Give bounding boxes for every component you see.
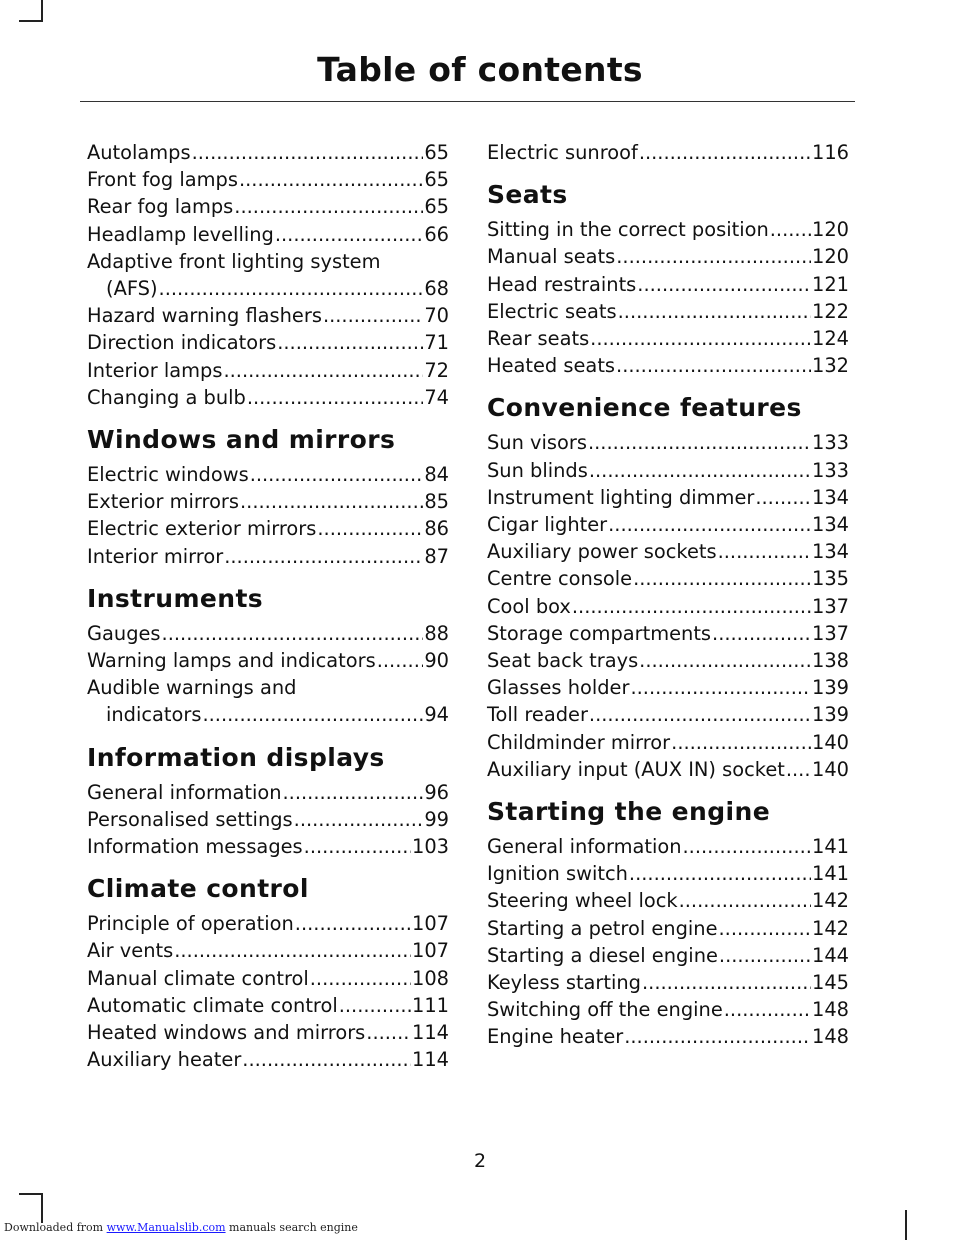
toc-entry[interactable] (87, 910, 449, 937)
toc-entry-title: Hazard warning flashers (87, 304, 322, 328)
toc-entry-title: Centre console (487, 567, 633, 591)
toc-entry-title: Automatic climate control (87, 993, 338, 1017)
dot-leader (629, 860, 811, 887)
toc-entry[interactable] (487, 860, 849, 887)
dot-leader (786, 756, 811, 783)
toc-entry-title: Information messages (87, 835, 303, 859)
toc-entry-title: Auxiliary input (AUX IN) socket (487, 757, 785, 781)
dot-leader (242, 1046, 411, 1073)
dot-leader (671, 729, 811, 756)
crop-mark-bottom-left-vertical (41, 1193, 43, 1223)
dot-leader (755, 484, 811, 511)
toc-entry[interactable] (487, 1023, 849, 1050)
toc-entry-page: 88 (424, 621, 449, 645)
crop-mark-top-left-vertical (41, 0, 43, 20)
toc-entry[interactable] (487, 887, 849, 914)
dot-leader (310, 965, 411, 992)
toc-entry[interactable] (487, 243, 849, 270)
dot-leader (616, 243, 811, 270)
toc-entry[interactable] (87, 965, 449, 992)
toc-entry-page: 132 (811, 354, 849, 378)
toc-entry[interactable] (487, 484, 849, 511)
download-footer (4, 1221, 358, 1234)
toc-entry[interactable] (487, 996, 849, 1023)
toc-entry-page: 124 (811, 327, 849, 351)
toc-entry[interactable] (487, 593, 849, 620)
dot-leader (608, 511, 811, 538)
toc-entry-page: 141 (811, 835, 849, 859)
toc-entry-page: 103 (411, 835, 449, 859)
toc-entry-title: Gauges (87, 621, 161, 645)
toc-entry-title: Direction indicators (87, 331, 277, 355)
dot-leader (679, 887, 811, 914)
toc-entry-page: 134 (811, 485, 849, 509)
toc-entry-title: Sitting in the correct position (487, 218, 769, 242)
right-column (487, 139, 849, 1051)
toc-entry[interactable] (87, 515, 449, 542)
toc-entry[interactable] (487, 969, 849, 996)
toc-entry-page: 122 (811, 299, 849, 323)
toc-entry-title: Rear seats (487, 327, 590, 351)
title-divider (80, 101, 855, 102)
dot-leader (639, 139, 811, 166)
toc-entry-title: Steering wheel lock (487, 889, 678, 913)
toc-entry-page: 121 (811, 272, 849, 296)
toc-entry[interactable] (87, 620, 449, 647)
toc-entry-page: 74 (424, 385, 449, 409)
dot-leader (277, 329, 423, 356)
toc-entry[interactable] (87, 806, 449, 833)
toc-entry-page: 148 (811, 1025, 849, 1049)
toc-entry[interactable] (87, 166, 449, 193)
section-heading: Windows and mirrors (87, 425, 396, 455)
toc-entry[interactable] (487, 915, 849, 942)
dot-leader (630, 674, 811, 701)
toc-entry-title: Seat back trays (487, 649, 639, 673)
toc-entry-title: Manual seats (487, 245, 616, 269)
toc-entry-page: 135 (811, 567, 849, 591)
toc-entry[interactable] (87, 488, 449, 515)
toc-entry[interactable] (487, 325, 849, 352)
toc-entry-page: 139 (811, 703, 849, 727)
dot-leader (162, 620, 424, 647)
toc-entry[interactable] (487, 674, 849, 701)
toc-entry-title: Keyless starting (487, 971, 641, 995)
toc-entry[interactable] (487, 139, 849, 166)
dot-leader (339, 992, 411, 1019)
toc-entry-page: 142 (811, 889, 849, 913)
dot-leader (719, 942, 811, 969)
toc-entry[interactable] (487, 511, 849, 538)
dot-leader (618, 298, 811, 325)
toc-entry-title: Electric seats (487, 299, 617, 323)
toc-entry[interactable] (87, 833, 449, 860)
toc-entry-page: 65 (424, 168, 449, 192)
toc-entry-title: Starting a diesel engine (487, 943, 718, 967)
toc-entry-page: 86 (424, 517, 449, 541)
dot-leader (770, 216, 811, 243)
toc-entry-page: 133 (811, 431, 849, 455)
dot-leader (572, 593, 811, 620)
dot-leader (724, 996, 811, 1023)
footer-prefix: Downloaded from (4, 1221, 104, 1234)
toc-entry[interactable] (487, 298, 849, 325)
toc-entry-title: Audible warnings and (87, 676, 297, 700)
toc-entry-title: Principle of operation (87, 912, 294, 936)
dot-leader (323, 302, 423, 329)
toc-entry-title: Personalised settings (87, 807, 293, 831)
toc-entry[interactable] (87, 357, 449, 384)
toc-entry[interactable] (487, 833, 849, 860)
dot-leader (192, 139, 424, 166)
dot-leader (240, 488, 423, 515)
toc-entry-title: Electric windows (87, 463, 249, 487)
footer-suffix: manuals search engine (225, 1221, 358, 1234)
toc-entry[interactable] (87, 779, 449, 806)
toc-entry-page: 107 (411, 912, 449, 936)
toc-entry[interactable] (87, 302, 449, 329)
toc-entry-page: 111 (411, 993, 449, 1017)
toc-entry-title: Toll reader (487, 703, 588, 727)
dot-leader (639, 647, 811, 674)
toc-entry-title: Auxiliary power sockets (487, 540, 717, 564)
dot-leader (624, 1023, 811, 1050)
toc-entry-title: Changing a bulb (87, 385, 246, 409)
left-column (87, 139, 449, 1073)
toc-entry[interactable] (487, 647, 849, 674)
dot-leader (159, 275, 424, 302)
toc-entry[interactable] (87, 647, 449, 674)
toc-entry-page: 72 (424, 358, 449, 382)
page-title: Table of contents (317, 50, 643, 89)
crop-mark-bottom-left-horizontal (19, 1193, 43, 1195)
toc-entry-page: 138 (811, 649, 849, 673)
toc-entry-title: Cool box (487, 594, 571, 618)
toc-entry-page: 140 (811, 757, 849, 781)
dot-leader (366, 1019, 411, 1046)
toc-entry-title: Interior mirror (87, 544, 224, 568)
toc-entry[interactable] (87, 329, 449, 356)
toc-entry-page: 144 (811, 943, 849, 967)
toc-entry-page: 120 (811, 218, 849, 242)
dot-leader (223, 357, 423, 384)
toc-entry-page: 116 (811, 141, 849, 164)
toc-entry-page: 141 (811, 862, 849, 886)
crop-mark-bottom-right-vertical (905, 1210, 907, 1240)
toc-entry-title: Electric exterior mirrors (87, 517, 317, 541)
toc-entry[interactable] (487, 538, 849, 565)
toc-entry[interactable] (87, 221, 449, 248)
toc-entry-page: 139 (811, 676, 849, 700)
section-heading: Convenience features (487, 393, 802, 423)
section-heading: Starting the engine (487, 797, 771, 827)
toc-entry-title: Head restraints (487, 272, 637, 296)
dot-leader (642, 969, 811, 996)
toc-entry-title: Auxiliary heater (87, 1048, 242, 1072)
toc-entry[interactable] (87, 937, 449, 964)
toc-entry-title: Childminder mirror (487, 730, 671, 754)
section-heading: Instruments (87, 583, 264, 613)
toc-entry-page: 137 (811, 594, 849, 618)
toc-entry-title: Heated windows and mirrors (87, 1021, 366, 1045)
toc-entry-page: 68 (424, 277, 449, 301)
toc-entry[interactable] (87, 461, 449, 488)
toc-entry-title: Sun blinds (487, 458, 588, 482)
toc-entry-page: 71 (424, 331, 449, 355)
toc-entry-title: Autolamps (87, 141, 191, 164)
toc-entry[interactable] (487, 942, 849, 969)
dot-leader (719, 915, 811, 942)
toc-entry-page: 99 (424, 807, 449, 831)
toc-entry-title: Heated seats (487, 354, 616, 378)
toc-entry[interactable] (487, 352, 849, 379)
toc-entry-page: 108 (411, 966, 449, 990)
toc-entry-title: Electric sunroof (487, 141, 638, 164)
toc-entry-page: 107 (411, 939, 449, 963)
toc-entry-page: 120 (811, 245, 849, 269)
toc-entry-title-continued: (AFS) (106, 277, 158, 301)
toc-entry[interactable] (487, 701, 849, 728)
dot-leader (304, 833, 411, 860)
dot-leader (718, 538, 811, 565)
dot-leader (616, 352, 811, 379)
toc-entry-title: Engine heater (487, 1025, 624, 1049)
toc-entry-page: 114 (411, 1048, 449, 1072)
dot-leader (234, 193, 423, 220)
dot-leader (633, 565, 811, 592)
toc-entry-page: 84 (424, 463, 449, 487)
toc-entry-title: Sun visors (487, 431, 587, 455)
toc-entry-title: Headlamp levelling (87, 222, 274, 246)
manualslib-link[interactable]: www.Manualslib.com (106, 1221, 226, 1234)
toc-entry[interactable] (87, 674, 449, 728)
toc-entry-title: Adaptive front lighting system (87, 249, 381, 273)
dot-leader (250, 461, 424, 488)
dot-leader (712, 620, 811, 647)
toc-entry-title: General information (487, 835, 682, 859)
dot-leader (588, 429, 811, 456)
page-number: 2 (473, 1150, 487, 1172)
dot-leader (295, 910, 411, 937)
dot-leader (202, 701, 423, 728)
toc-entry[interactable] (487, 216, 849, 243)
toc-entry-title: Air vents (87, 939, 174, 963)
toc-entry[interactable] (87, 384, 449, 411)
toc-entry-title: Switching off the engine (487, 998, 723, 1022)
dot-leader (247, 384, 424, 411)
dot-leader (294, 806, 424, 833)
toc-entry[interactable] (487, 271, 849, 298)
dot-leader (377, 647, 424, 674)
toc-entry[interactable] (487, 429, 849, 456)
toc-entry-title: Ignition switch (487, 862, 628, 886)
toc-entry-page: 142 (811, 916, 849, 940)
dot-leader (317, 515, 423, 542)
toc-entry[interactable] (487, 565, 849, 592)
toc-entry-title-continued: indicators (106, 703, 202, 727)
toc-entry[interactable] (487, 756, 849, 783)
toc-entry-title: Instrument lighting dimmer (487, 485, 755, 509)
toc-entry-page: 65 (424, 195, 449, 219)
toc-entry[interactable] (87, 139, 449, 166)
dot-leader (683, 833, 811, 860)
toc-entry-page: 133 (811, 458, 849, 482)
toc-entry[interactable] (87, 992, 449, 1019)
toc-entry[interactable] (87, 248, 449, 302)
dot-leader (174, 937, 411, 964)
toc-entry-title: Rear fog lamps (87, 195, 234, 219)
toc-entry-page: 114 (411, 1021, 449, 1045)
section-heading: Seats (487, 180, 568, 210)
toc-entry-title: Interior lamps (87, 358, 223, 382)
toc-entry-title: Manual climate control (87, 966, 309, 990)
toc-entry-page: 90 (424, 649, 449, 673)
dot-leader (275, 221, 423, 248)
toc-entry-title: Warning lamps and indicators (87, 649, 376, 673)
dot-leader (589, 701, 811, 728)
toc-entry[interactable] (87, 543, 449, 570)
section-heading: Climate control (87, 874, 309, 904)
toc-entry-title: Exterior mirrors (87, 490, 240, 514)
toc-entry-page: 87 (424, 544, 449, 568)
toc-entry-page: 96 (424, 780, 449, 804)
toc-entry-page: 148 (811, 998, 849, 1022)
toc-entry[interactable] (87, 193, 449, 220)
toc-entry-page: 134 (811, 540, 849, 564)
toc-entry-title: Front fog lamps (87, 168, 238, 192)
dot-leader (283, 779, 424, 806)
toc-entry[interactable] (487, 457, 849, 484)
toc-entry-page: 145 (811, 971, 849, 995)
toc-entry-page: 137 (811, 621, 849, 645)
dot-leader (239, 166, 423, 193)
toc-entry-page: 94 (424, 703, 449, 727)
toc-entry-page: 70 (424, 304, 449, 328)
toc-entry[interactable] (87, 1046, 449, 1073)
dot-leader (589, 457, 811, 484)
toc-entry[interactable] (87, 1019, 449, 1046)
toc-entry-title: Storage compartments (487, 621, 712, 645)
toc-entry[interactable] (487, 620, 849, 647)
crop-mark-top-left-horizontal (19, 20, 43, 22)
toc-entry-title: General information (87, 780, 282, 804)
toc-entry-page: 85 (424, 490, 449, 514)
toc-entry-title: Starting a petrol engine (487, 916, 718, 940)
toc-entry-title: Cigar lighter (487, 513, 608, 537)
toc-entry[interactable] (487, 729, 849, 756)
toc-entry-page: 66 (424, 222, 449, 246)
dot-leader (637, 271, 811, 298)
toc-entry-title: Glasses holder (487, 676, 630, 700)
section-heading: Information displays (87, 742, 385, 772)
toc-entry-page: 134 (811, 513, 849, 537)
dot-leader (224, 543, 423, 570)
dot-leader (590, 325, 811, 352)
toc-entry-page: 140 (811, 730, 849, 754)
toc-entry-page: 65 (424, 141, 449, 164)
